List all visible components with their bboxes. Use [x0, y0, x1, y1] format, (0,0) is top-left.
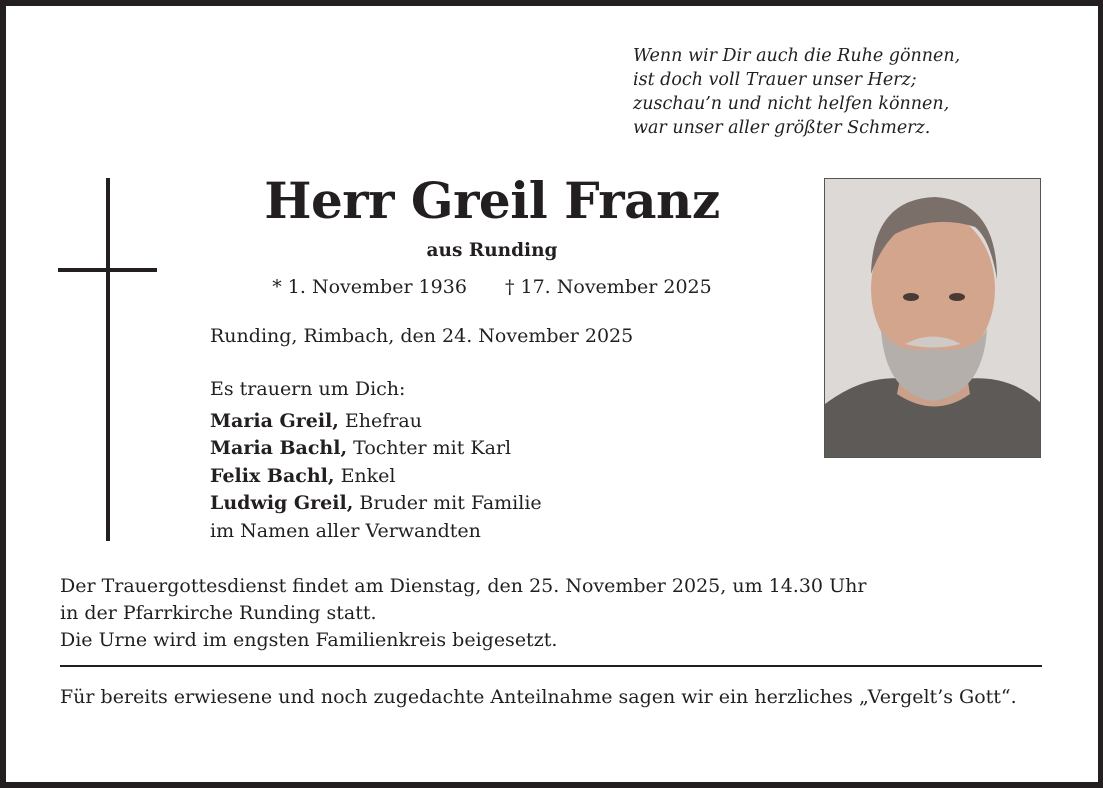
- cross-icon: [106, 178, 110, 541]
- verse-line: war unser aller größter Schmerz.: [633, 118, 931, 138]
- mourner: [210, 463, 542, 491]
- mourner-relation: Ehefrau: [344, 409, 422, 432]
- service-line: Die Urne wird im engsten Familienkreis beigesetzt.: [60, 629, 558, 651]
- portrait-photo: [824, 178, 1041, 458]
- cross-icon-bar: [58, 268, 157, 272]
- divider: [60, 665, 1042, 667]
- mourners-footer: im Namen aller Verwandten: [210, 519, 481, 542]
- death-date: † 17. November 2025: [504, 276, 712, 298]
- mourner: [210, 490, 542, 518]
- thanks-text: Für bereits erwiesene und noch zugedachte Anteilnahme sagen wir ein herzliches „Vergelt’s Gott“.: [60, 686, 1017, 708]
- mourner-relation: Bruder mit Familie: [359, 492, 542, 514]
- mourner-name: Maria Greil,: [210, 409, 339, 432]
- mourners-heading: Es trauern um Dich:: [210, 378, 406, 400]
- birth-date: * 1. November 1936: [272, 276, 467, 298]
- verse-line: ist doch voll Trauer unser Herz;: [633, 70, 917, 90]
- verse-line: zuschau’n und nicht helfen können,: [633, 94, 950, 114]
- verse-line: Wenn wir Dir auch die Ruhe gönnen,: [633, 46, 961, 66]
- service-info: [60, 573, 1042, 654]
- mourners: [210, 376, 542, 545]
- mourner-relation: Tochter mit Karl: [353, 437, 512, 459]
- origin: aus Runding: [426, 240, 558, 261]
- mourner-name: Maria Bachl,: [210, 437, 348, 459]
- service-line: in der Pfarrkirche Runding statt.: [60, 602, 377, 624]
- life-dates: [180, 276, 804, 298]
- deceased-name: Herr Greil Franz: [264, 171, 720, 230]
- verse: [633, 44, 960, 140]
- service-line: Der Trauergottesdienst findet am Dienstag, den 25. November 2025, um 14.30 Uhr: [60, 575, 867, 597]
- mourner-relation: Enkel: [340, 464, 396, 487]
- mourner: [210, 435, 542, 463]
- mourner-name: Felix Bachl,: [210, 464, 335, 487]
- mourner-name: Ludwig Greil,: [210, 492, 354, 514]
- place-date: Runding, Rimbach, den 24. November 2025: [210, 325, 634, 347]
- mourner: [210, 408, 542, 436]
